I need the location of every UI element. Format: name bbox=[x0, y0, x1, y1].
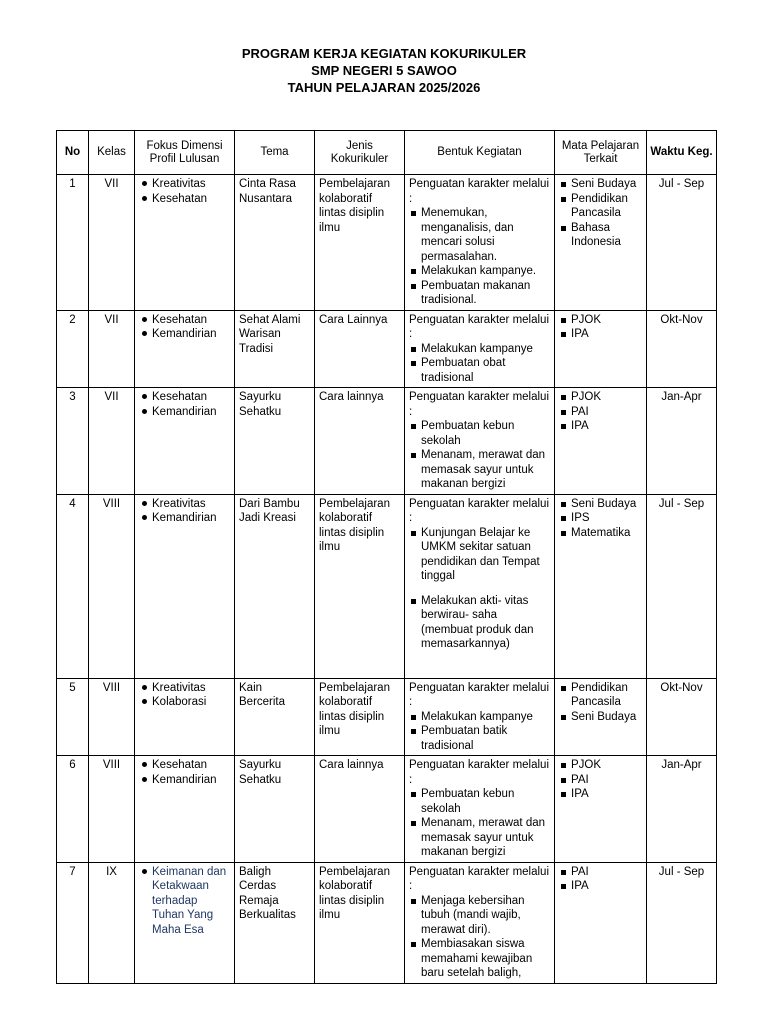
row-fokus bbox=[135, 862, 235, 983]
row-waktu: Jul - Sep bbox=[647, 175, 717, 311]
mapel-item: Pendidikan Pancasila bbox=[559, 192, 642, 221]
col-header-jenis: Jenis Kokurikuler bbox=[315, 131, 405, 175]
row-number: 2 bbox=[57, 310, 89, 388]
bentuk-item: Melakukan akti- vitas berwirau- saha (membuat produk dan memasarkannya) bbox=[409, 594, 550, 652]
row-waktu: Jan-Apr bbox=[647, 388, 717, 495]
col-header-mapel: Mata Pelajaran Terkait bbox=[555, 131, 647, 175]
mapel-item: Matematika bbox=[559, 526, 642, 541]
row-mapel bbox=[555, 756, 647, 863]
table-row bbox=[57, 388, 717, 495]
fokus-item: Kesehatan bbox=[139, 192, 230, 207]
bentuk-intro: Penguatan karakter melalui : bbox=[409, 865, 549, 892]
row-kelas: VII bbox=[89, 175, 135, 311]
row-mapel bbox=[555, 862, 647, 983]
fokus-item: Kreativitas bbox=[139, 681, 230, 696]
row-tema: Cinta Rasa Nusantara bbox=[235, 175, 315, 311]
document-header bbox=[0, 45, 768, 96]
fokus-item: Kemandirian bbox=[139, 773, 230, 788]
col-header-bentuk: Bentuk Kegiatan bbox=[405, 131, 555, 175]
fokus-item-list bbox=[139, 177, 230, 206]
bentuk-item: Melakukan kampanye bbox=[409, 710, 550, 725]
mapel-item: Bahasa Indonesia bbox=[559, 221, 642, 250]
header-school: SMP NEGERI 5 SAWOO bbox=[311, 63, 457, 78]
row-kelas: VIII bbox=[89, 756, 135, 863]
bentuk-item-list bbox=[409, 526, 550, 652]
row-kelas: VII bbox=[89, 310, 135, 388]
row-bentuk bbox=[405, 310, 555, 388]
row-mapel bbox=[555, 310, 647, 388]
bentuk-item: Menjaga kebersihan tubuh (mandi wajib, merawat diri). bbox=[409, 894, 550, 938]
fokus-item: Kemandirian bbox=[139, 327, 230, 342]
row-fokus bbox=[135, 310, 235, 388]
row-tema: Sayurku Sehatku bbox=[235, 388, 315, 495]
row-bentuk bbox=[405, 494, 555, 678]
table-row bbox=[57, 678, 717, 756]
row-mapel bbox=[555, 175, 647, 311]
mapel-item: PAI bbox=[559, 865, 642, 880]
row-jenis: Cara lainnya bbox=[315, 388, 405, 495]
bentuk-item: Pembuatan batik tradisional bbox=[409, 724, 550, 753]
row-bentuk bbox=[405, 175, 555, 311]
mapel-item: Seni Budaya bbox=[559, 177, 642, 192]
bentuk-intro: Penguatan karakter melalui : bbox=[409, 681, 549, 708]
mapel-item-list bbox=[559, 313, 642, 342]
row-tema: Dari Bambu Jadi Kreasi bbox=[235, 494, 315, 678]
table-body bbox=[57, 175, 717, 984]
fokus-item: Keimanan dan Ketakwaan terhadap Tuhan Yang Maha Esa bbox=[139, 865, 230, 938]
bentuk-item-list bbox=[409, 710, 550, 754]
fokus-item: Kesehatan bbox=[139, 758, 230, 773]
fokus-item-list bbox=[139, 865, 230, 938]
bentuk-item-list bbox=[409, 206, 550, 308]
bentuk-intro: Penguatan karakter melalui : bbox=[409, 178, 549, 205]
row-bentuk bbox=[405, 862, 555, 983]
row-kelas: VIII bbox=[89, 494, 135, 678]
row-number: 6 bbox=[57, 756, 89, 863]
mapel-item-list bbox=[559, 758, 642, 802]
bentuk-item-list bbox=[409, 342, 550, 386]
row-kelas: VII bbox=[89, 388, 135, 495]
header-title: PROGRAM KERJA KEGIATAN KOKURIKULER bbox=[241, 46, 527, 61]
row-tema: Sehat Alami Warisan Tradisi bbox=[235, 310, 315, 388]
row-bentuk bbox=[405, 678, 555, 756]
mapel-item: IPS bbox=[559, 511, 642, 526]
mapel-item-list bbox=[559, 681, 642, 725]
row-waktu: Jul - Sep bbox=[647, 862, 717, 983]
bentuk-item: Pembuatan obat tradisional bbox=[409, 356, 550, 385]
row-number: 1 bbox=[57, 175, 89, 311]
mapel-item: Pendidikan Pancasila bbox=[559, 681, 642, 710]
bentuk-intro: Penguatan karakter melalui : bbox=[409, 497, 549, 524]
mapel-item: Seni Budaya bbox=[559, 710, 642, 725]
mapel-item: PJOK bbox=[559, 390, 642, 405]
row-bentuk bbox=[405, 756, 555, 863]
col-header-kelas: Kelas bbox=[89, 131, 135, 175]
bentuk-item-list bbox=[409, 419, 550, 492]
program-table bbox=[56, 130, 717, 984]
mapel-item: Seni Budaya bbox=[559, 497, 642, 512]
bentuk-intro: Penguatan karakter melalui : bbox=[409, 391, 549, 418]
mapel-item: PAI bbox=[559, 773, 642, 788]
mapel-item: PJOK bbox=[559, 758, 642, 773]
row-waktu: Okt-Nov bbox=[647, 310, 717, 388]
fokus-item: Kemandirian bbox=[139, 511, 230, 526]
bentuk-item-list bbox=[409, 894, 550, 981]
mapel-item: IPA bbox=[559, 787, 642, 802]
fokus-item: Kreativitas bbox=[139, 177, 230, 192]
col-header-fokus: Fokus Dimensi Profil Lulusan bbox=[135, 131, 235, 175]
mapel-item-list bbox=[559, 390, 642, 434]
row-number: 7 bbox=[57, 862, 89, 983]
mapel-item: PJOK bbox=[559, 313, 642, 328]
row-fokus bbox=[135, 175, 235, 311]
fokus-item-list bbox=[139, 313, 230, 342]
fokus-item: Kesehatan bbox=[139, 390, 230, 405]
row-mapel bbox=[555, 388, 647, 495]
bentuk-item: Melakukan kampanye. bbox=[409, 264, 550, 279]
row-number: 3 bbox=[57, 388, 89, 495]
row-tema: Sayurku Sehatku bbox=[235, 756, 315, 863]
mapel-item-list bbox=[559, 497, 642, 541]
row-number: 4 bbox=[57, 494, 89, 678]
row-kelas: IX bbox=[89, 862, 135, 983]
table-row bbox=[57, 756, 717, 863]
fokus-item: Kolaborasi bbox=[139, 695, 230, 710]
table-row bbox=[57, 175, 717, 311]
col-header-tema: Tema bbox=[235, 131, 315, 175]
bentuk-item: Menanam, merawat dan memasak sayur untuk makanan bergizi bbox=[409, 816, 550, 860]
col-header-no: No bbox=[57, 131, 89, 175]
bentuk-item: Melakukan kampanye bbox=[409, 342, 550, 357]
mapel-item: IPA bbox=[559, 879, 642, 894]
row-mapel bbox=[555, 678, 647, 756]
bentuk-item: Menemukan, menganalisis, dan mencari solusi permasalahan. bbox=[409, 206, 550, 264]
bentuk-item: Pembuatan makanan tradisional. bbox=[409, 279, 550, 308]
bentuk-item-list bbox=[409, 787, 550, 860]
row-waktu: Okt-Nov bbox=[647, 678, 717, 756]
row-fokus bbox=[135, 388, 235, 495]
row-fokus bbox=[135, 678, 235, 756]
mapel-item: IPA bbox=[559, 327, 642, 342]
row-waktu: Jan-Apr bbox=[647, 756, 717, 863]
mapel-item: IPA bbox=[559, 419, 642, 434]
row-tema: Kain Bercerita bbox=[235, 678, 315, 756]
row-number: 5 bbox=[57, 678, 89, 756]
bentuk-intro: Penguatan karakter melalui : bbox=[409, 313, 549, 340]
fokus-item-list bbox=[139, 390, 230, 419]
fokus-item-list bbox=[139, 681, 230, 710]
fokus-item: Kreativitas bbox=[139, 497, 230, 512]
fokus-item: Kesehatan bbox=[139, 313, 230, 328]
row-jenis: Cara lainnya bbox=[315, 756, 405, 863]
row-jenis: Pembelajaran kolaboratif lintas disiplin ilmu bbox=[315, 175, 405, 311]
row-jenis: Cara Lainnya bbox=[315, 310, 405, 388]
row-bentuk bbox=[405, 388, 555, 495]
bentuk-intro: Penguatan karakter melalui : bbox=[409, 759, 549, 786]
mapel-item: PAI bbox=[559, 405, 642, 420]
row-waktu: Jul - Sep bbox=[647, 494, 717, 678]
header-year: TAHUN PELAJARAN 2025/2026 bbox=[287, 80, 481, 95]
mapel-item-list bbox=[559, 865, 642, 894]
row-mapel bbox=[555, 494, 647, 678]
bentuk-item: Membiasakan siswa memahami kewajiban baru setelah baligh, bbox=[409, 937, 550, 981]
row-jenis: Pembelajaran kolaboratif lintas disiplin ilmu bbox=[315, 862, 405, 983]
col-header-waktu: Waktu Keg. bbox=[647, 131, 717, 175]
bentuk-item: Pembuatan kebun sekolah bbox=[409, 787, 550, 816]
mapel-item-list bbox=[559, 177, 642, 250]
bentuk-item: Menanam, merawat dan memasak sayur untuk makanan bergizi bbox=[409, 448, 550, 492]
row-jenis: Pembelajaran kolaboratif lintas disiplin ilmu bbox=[315, 494, 405, 678]
bentuk-item: Kunjungan Belajar ke UMKM sekitar satuan pendidikan dan Tempat tinggal bbox=[409, 526, 550, 584]
bentuk-item: Pembuatan kebun sekolah bbox=[409, 419, 550, 448]
row-jenis: Pembelajaran kolaboratif lintas disiplin ilmu bbox=[315, 678, 405, 756]
table-row bbox=[57, 862, 717, 983]
fokus-item-list bbox=[139, 758, 230, 787]
table-header-row bbox=[57, 131, 717, 175]
row-kelas: VIII bbox=[89, 678, 135, 756]
fokus-item: Kemandirian bbox=[139, 405, 230, 420]
table-row bbox=[57, 494, 717, 678]
table-row bbox=[57, 310, 717, 388]
fokus-item-list bbox=[139, 497, 230, 526]
row-fokus bbox=[135, 756, 235, 863]
row-fokus bbox=[135, 494, 235, 678]
row-tema: Baligh Cerdas Remaja Berkualitas bbox=[235, 862, 315, 983]
